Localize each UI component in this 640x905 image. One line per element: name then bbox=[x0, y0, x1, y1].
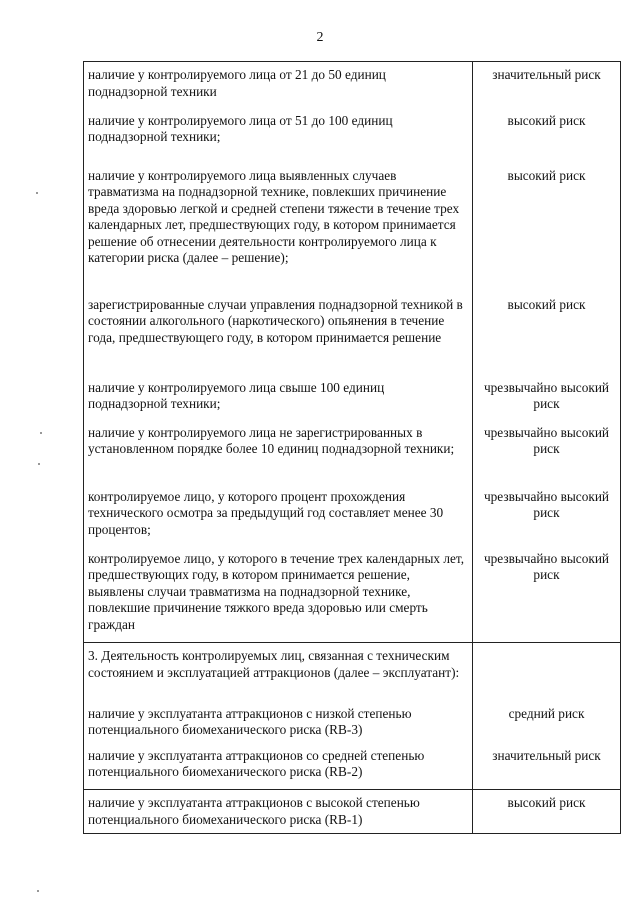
scan-speck bbox=[38, 463, 40, 465]
risk-cell: чрезвычайно высокий риск bbox=[473, 420, 621, 484]
table-row bbox=[84, 484, 621, 546]
scan-speck bbox=[36, 192, 38, 194]
risk-cell: чрезвычайно высокий риск bbox=[473, 375, 621, 420]
risk-category-table bbox=[83, 61, 621, 834]
table-row bbox=[84, 108, 621, 163]
risk-cell: высокий риск bbox=[473, 163, 621, 292]
condition-cell: наличие у контролируемого лица выявленных случаев травматизма на поднадзорной технике, повлекших причинение вреда здоровью легкой и средней степени тяжести в течение трех календарных лет, предшествующих году, в котором принимается решение об отнесении деятельности контролируемого лица к категории риска (далее – решение); bbox=[84, 163, 473, 292]
condition-cell: наличие у эксплуатанта аттракционов с низкой степенью потенциального биомеханического риска (RB-3) bbox=[84, 701, 473, 743]
condition-cell: наличие у контролируемого лица не зарегистрированных в установленном порядке более 10 единиц поднадзорной техники; bbox=[84, 420, 473, 484]
condition-cell: контролируемое лицо, у которого процент прохождения технического осмотра за предыдущий год составляет менее 30 процентов; bbox=[84, 484, 473, 546]
table-row bbox=[84, 62, 621, 108]
condition-cell: наличие у контролируемого лица от 21 до 50 единиц поднадзорной техники bbox=[84, 62, 473, 108]
risk-cell: чрезвычайно высокий риск bbox=[473, 484, 621, 546]
table-row bbox=[84, 790, 621, 834]
condition-cell: наличие у контролируемого лица свыше 100 единиц поднадзорной техники; bbox=[84, 375, 473, 420]
risk-cell bbox=[473, 643, 621, 701]
table-row bbox=[84, 292, 621, 375]
risk-cell: чрезвычайно высокий риск bbox=[473, 546, 621, 643]
condition-cell: наличие у эксплуатанта аттракционов со средней степенью потенциального биомеханического риска (RB-2) bbox=[84, 743, 473, 790]
risk-cell: высокий риск bbox=[473, 108, 621, 163]
risk-cell: средний риск bbox=[473, 701, 621, 743]
table-row bbox=[84, 743, 621, 790]
risk-cell: высокий риск bbox=[473, 790, 621, 834]
table-row bbox=[84, 701, 621, 743]
table-row bbox=[84, 546, 621, 643]
scan-speck bbox=[37, 890, 39, 892]
condition-cell: наличие у эксплуатанта аттракционов с высокой степенью потенциального биомеханического риска (RB-1) bbox=[84, 790, 473, 834]
table-row bbox=[84, 420, 621, 484]
page-number: 2 bbox=[316, 30, 324, 45]
risk-cell: значительный риск bbox=[473, 743, 621, 790]
risk-cell: высокий риск bbox=[473, 292, 621, 375]
section-heading: 3. Деятельность контролируемых лиц, связанная с техническим состоянием и эксплуатацией аттракционов (далее – эксплуатант): bbox=[84, 643, 473, 701]
risk-cell: значительный риск bbox=[473, 62, 621, 108]
condition-cell: контролируемое лицо, у которого в течение трех календарных лет, предшествующих году, в котором принимается решение, выявлены случаи травматизма на поднадзорной технике, повлекшие причинение тяжкого вреда здоровью или смерть граждан bbox=[84, 546, 473, 643]
table-row bbox=[84, 375, 621, 420]
scan-speck bbox=[40, 432, 42, 434]
section-heading-row bbox=[84, 643, 621, 701]
table-row bbox=[84, 163, 621, 292]
condition-cell: зарегистрированные случаи управления поднадзорной техникой в состоянии алкогольного (наркотического) опьянения в течение года, предшествующего году, в котором принимается решение bbox=[84, 292, 473, 375]
condition-cell: наличие у контролируемого лица от 51 до 100 единиц поднадзорной техники; bbox=[84, 108, 473, 163]
